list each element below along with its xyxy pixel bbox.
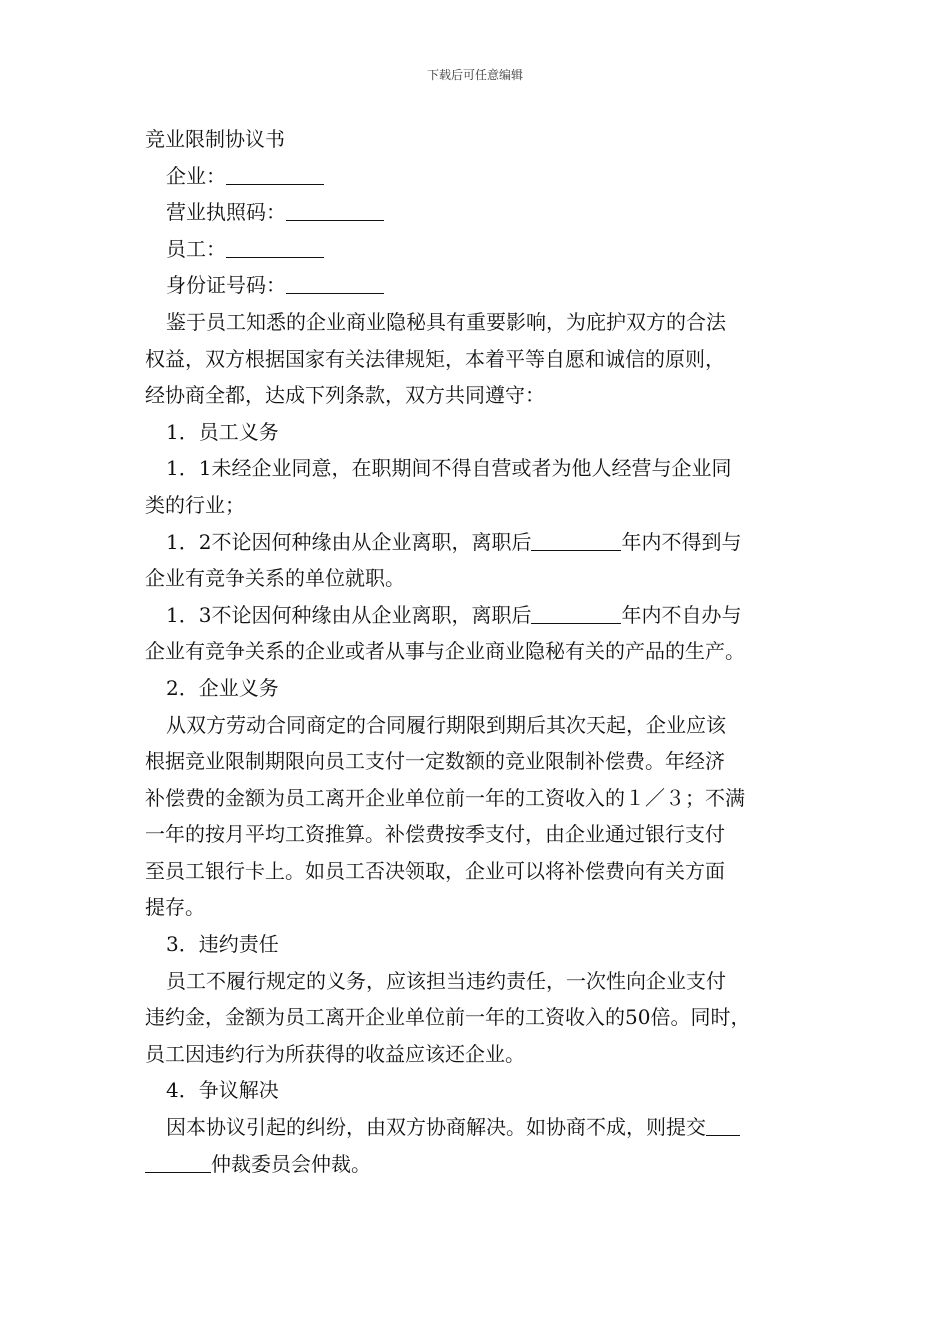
intro-line: 经协商全都，达成下列条款，双方共同遵守： — [145, 383, 545, 408]
fill-blank — [226, 235, 324, 258]
field-id-number — [145, 267, 815, 304]
clause-text: 年内不自办与 — [621, 602, 742, 627]
paragraph-line: 至员工银行卡上。如员工否决领取，企业可以将补偿费向有关方面 — [145, 858, 725, 883]
section-heading: 1．员工义务 — [166, 419, 279, 444]
paragraph-line: 员工因违约行为所获得的收益应该还企业。 — [145, 1041, 525, 1066]
paragraph-line: 违约金，金额为员工离开企业单位前一年的工资收入的50倍。同时， — [145, 1005, 751, 1030]
paragraph-line — [145, 1146, 815, 1183]
field-label: 员工： — [166, 236, 226, 261]
agreement-body — [145, 121, 815, 1182]
paragraph-line: 从双方劳动合同商定的合同履行期限到期后其次天起，企业应该 — [166, 712, 726, 737]
section-heading: 2．企业义务 — [166, 675, 279, 700]
clause-line — [145, 597, 815, 634]
paragraph-line: 根据竞业限制期限向员工支付一定数额的竞业限制补偿费。年经济 — [145, 749, 725, 774]
section-heading: 3．违约责任 — [166, 932, 279, 957]
fill-blank — [531, 528, 621, 551]
clause-line: 企业有竞争关系的企业或者从事与企业商业隐秘有关的产品的生产。 — [145, 639, 745, 664]
clause-text: 年内不得到与 — [621, 529, 742, 554]
paragraph-line: 提存。 — [145, 895, 205, 920]
section-heading: 4．争议解决 — [166, 1078, 279, 1103]
paragraph-line: 补偿费的金额为员工离开企业单位前一年的工资收入的１／３；不满 — [145, 785, 745, 810]
clause-line: 企业有竞争关系的单位就职。 — [145, 566, 405, 591]
paragraph-line — [145, 1109, 815, 1146]
fill-blank — [145, 1150, 211, 1173]
clause-text: 1．2不论因何种缘由从企业离职，离职后 — [166, 529, 532, 554]
document-title: 竞业限制协议书 — [145, 127, 285, 151]
intro-line: 鉴于员工知悉的企业商业隐秘具有重要影响，为庇护双方的合法 — [166, 309, 726, 334]
fill-blank — [286, 271, 384, 294]
fill-blank — [706, 1113, 740, 1136]
clause-line: 类的行业； — [145, 492, 245, 517]
clause-text: 1．3不论因何种缘由从企业离职，离职后 — [166, 602, 532, 627]
paragraph-line: 员工不履行规定的义务，应该担当违约责任，一次性向企业支付 — [166, 968, 726, 993]
field-label: 身份证号码： — [166, 273, 286, 298]
field-company — [145, 158, 815, 195]
clause-line — [145, 524, 815, 561]
fill-blank — [286, 198, 384, 221]
page-header: 下载后可任意编辑 — [426, 68, 523, 82]
fill-blank — [226, 162, 324, 185]
intro-line: 权益，双方根据国家有关法律规矩，本着平等自愿和诚信的原则， — [145, 346, 725, 371]
paragraph-text: 因本协议引起的纠纷，由双方协商解决。如协商不成，则提交 — [166, 1115, 706, 1140]
clause-line: 1．1未经企业同意，在职期间不得自营或者为他人经营与企业同 — [166, 456, 732, 481]
paragraph-text: 仲裁委员会仲裁。 — [211, 1151, 371, 1176]
field-label: 营业执照码： — [166, 200, 286, 225]
field-employee — [145, 231, 815, 268]
field-label: 企业： — [166, 163, 226, 188]
field-license — [145, 194, 815, 231]
fill-blank — [531, 601, 621, 624]
paragraph-line: 一年的按月平均工资推算。补偿费按季支付，由企业通过银行支付 — [145, 822, 725, 847]
